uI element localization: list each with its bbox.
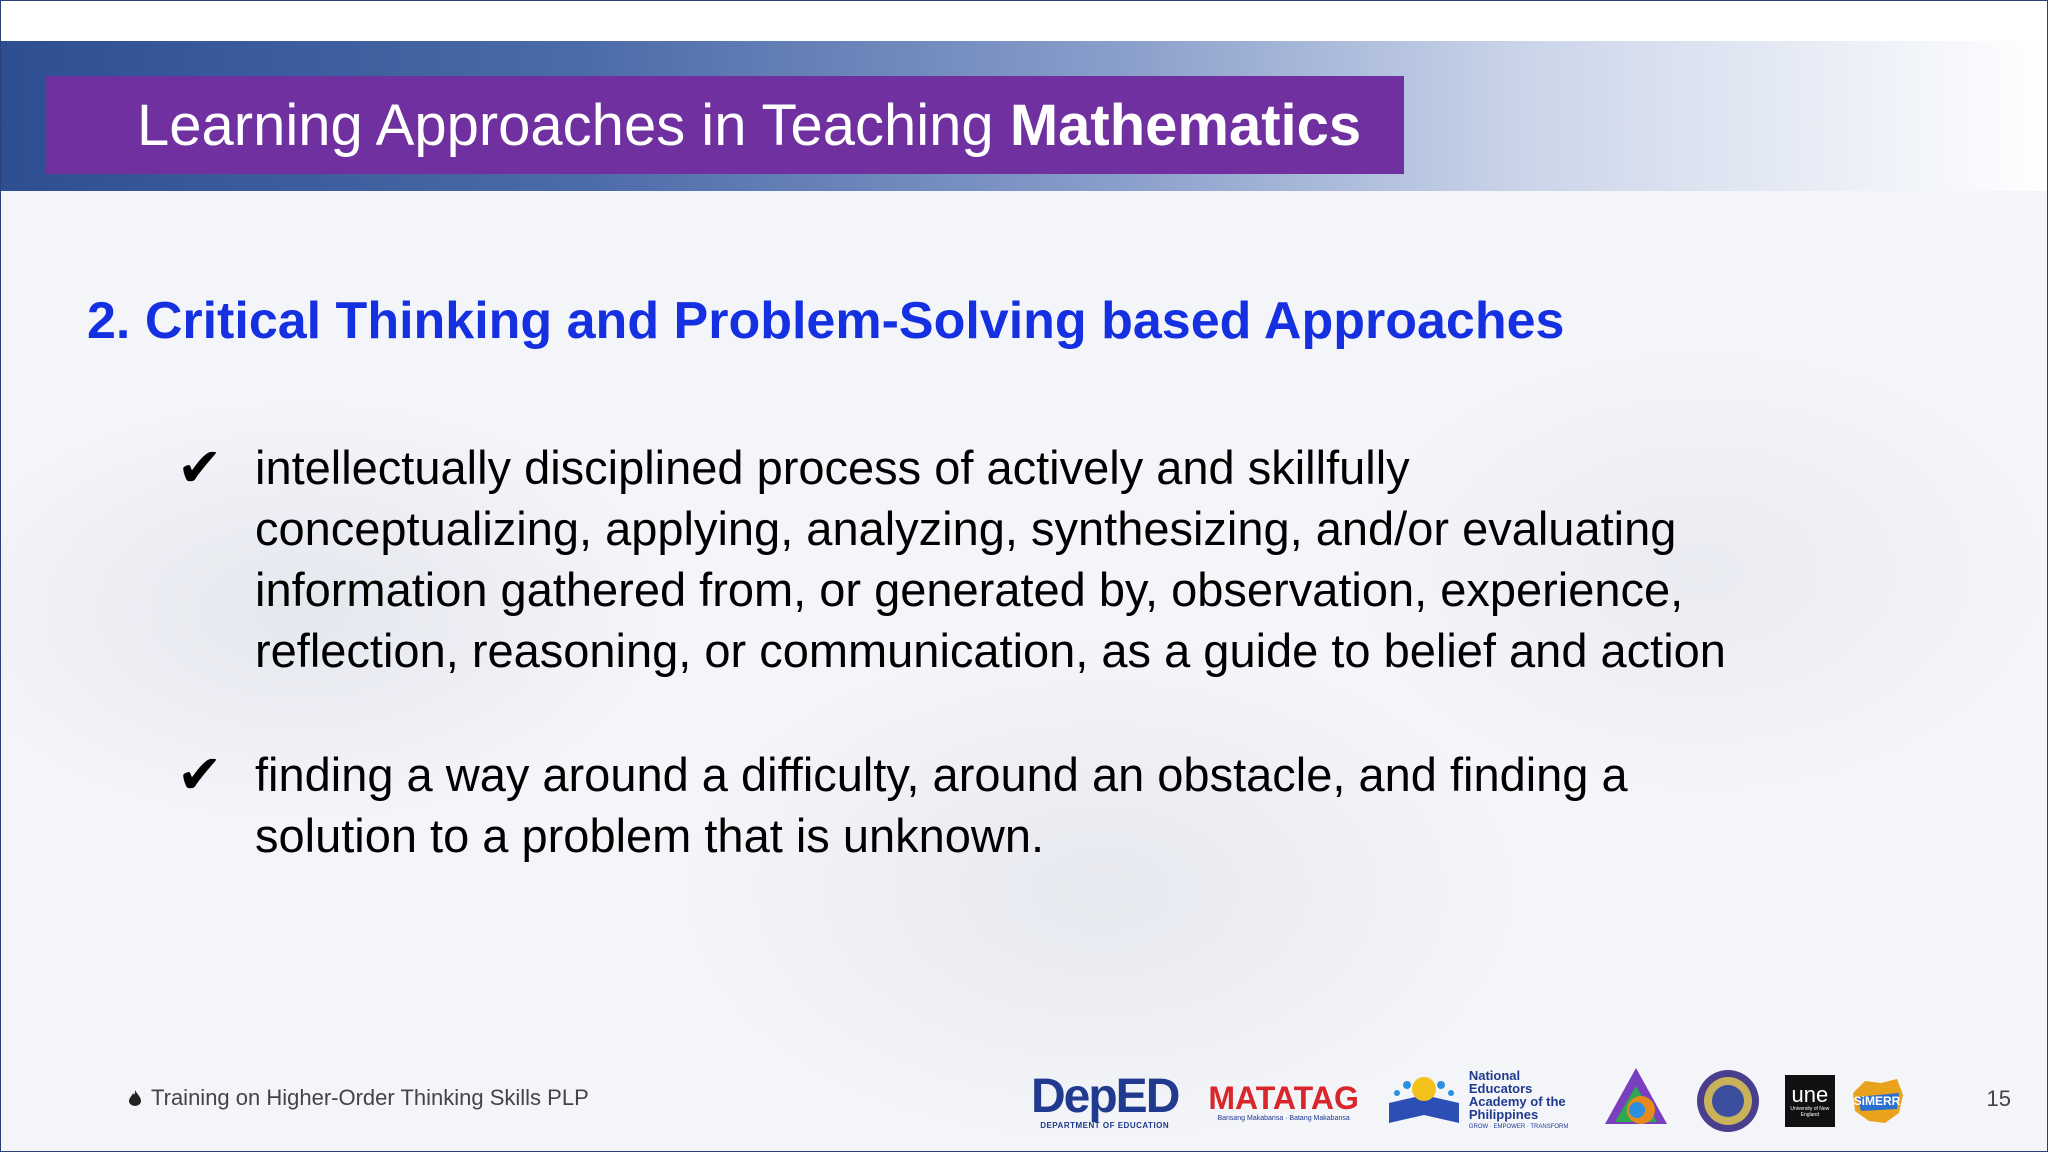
simerr-logo-icon bbox=[1847, 1073, 1907, 1129]
matatag-logo-subtitle: Bansang Makabansa · Batang Makabansa bbox=[1217, 1114, 1350, 1122]
deped-logo-text: DepED bbox=[1031, 1069, 1179, 1123]
swirl-logo-icon bbox=[1601, 1066, 1671, 1136]
partner-logos bbox=[1031, 1061, 1907, 1141]
checkmark-icon: ✔ bbox=[177, 436, 223, 499]
top-strip bbox=[1, 1, 2047, 41]
checkmark-icon: ✔ bbox=[177, 743, 223, 806]
bullet-item bbox=[177, 744, 1877, 866]
une-logo-subtitle: University of New England bbox=[1790, 1106, 1830, 1118]
footer-caption bbox=[129, 1085, 589, 1111]
une-logo bbox=[1785, 1075, 1835, 1127]
matatag-logo bbox=[1208, 1081, 1358, 1122]
footer-text: Training on Higher-Order Thinking Skills PLP bbox=[151, 1085, 589, 1110]
slide-title bbox=[137, 92, 1361, 159]
bullet-line: information gathered from, or generated by, observation, experience, bbox=[255, 563, 1684, 616]
neap-name: National Educators Academy of the Philippines bbox=[1468, 1067, 1566, 1122]
neap-logo bbox=[1385, 1069, 1579, 1134]
section-heading: 2. Critical Thinking and Problem-Solving based Approaches bbox=[87, 292, 1565, 350]
matatag-logo-text: MATATAG bbox=[1208, 1079, 1359, 1116]
neap-logo-text bbox=[1469, 1069, 1579, 1134]
svg-text:SiMERR: SiMERR bbox=[1853, 1094, 1901, 1108]
bullet-line: solution to a problem that is unknown. bbox=[255, 809, 1045, 862]
bullet-text bbox=[255, 744, 1628, 866]
deped-logo-subtitle: DEPARTMENT OF EDUCATION bbox=[1040, 1120, 1170, 1130]
bullet-line: finding a way around a difficulty, around an obstacle, and finding a bbox=[255, 748, 1628, 801]
university-seal-icon bbox=[1695, 1068, 1761, 1134]
bullet-line: intellectually disciplined process of actively and skillfully bbox=[255, 441, 1410, 494]
bullet-item bbox=[177, 437, 1877, 681]
neap-emblem-icon bbox=[1385, 1073, 1463, 1129]
bullet-text bbox=[255, 437, 1726, 681]
bullet-line: conceptualizing, applying, analyzing, synthesizing, and/or evaluating bbox=[255, 502, 1677, 555]
title-box bbox=[45, 76, 1404, 174]
bullet-line: reflection, reasoning, or communication, as a guide to belief and action bbox=[255, 624, 1726, 677]
slide-title-bold: Mathematics bbox=[1009, 92, 1362, 158]
une-logo-text: une bbox=[1791, 1082, 1829, 1107]
neap-tagline: GROW · EMPOWER · TRANSFORM bbox=[1468, 1123, 1569, 1130]
flame-icon bbox=[129, 1090, 141, 1106]
deped-logo bbox=[1031, 1069, 1179, 1130]
slide-title-regular: Learning Approaches in Teaching bbox=[137, 92, 1010, 158]
page-number: 15 bbox=[1986, 1086, 2011, 1111]
